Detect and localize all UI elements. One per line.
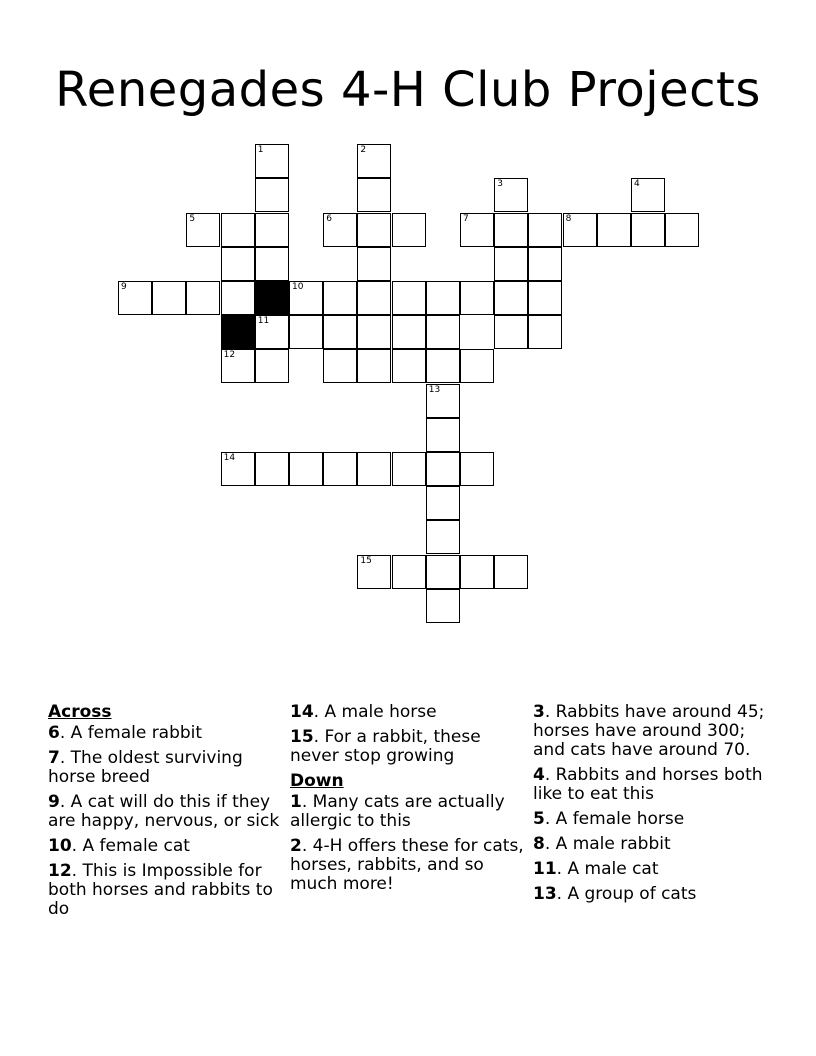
grid-cell[interactable] [323,213,357,247]
grid-cell[interactable] [563,213,597,247]
grid-cell[interactable] [152,281,186,315]
grid-cell[interactable] [460,452,494,486]
grid-cell[interactable] [426,555,460,589]
grid-cell[interactable] [357,247,391,281]
grid-cell[interactable] [323,452,357,486]
grid-cell[interactable] [323,315,357,349]
grid-cell[interactable] [357,178,391,212]
grid-cell[interactable] [426,349,460,383]
page-title: Renegades 4-H Club Projects [55,62,761,119]
across-clue-7: 7. The oldest surviving horse breed [48,748,243,787]
grid-cell[interactable] [357,452,391,486]
across-heading: Across [48,702,112,722]
grid-cell[interactable] [426,384,460,418]
grid-cell[interactable] [460,349,494,383]
clue-number-2: 2 [360,145,367,156]
black-square [255,281,289,315]
clue-column-2 [290,703,526,900]
clue-number-14: 14 [223,453,236,463]
grid-cell[interactable] [494,178,528,212]
grid-cell[interactable] [221,247,255,281]
grid-cell[interactable] [221,213,255,247]
clue-number-8: 8 [565,213,572,224]
grid-cell[interactable] [289,315,323,349]
down-clue-2: 2. 4-H offers these for cats, horses, rabbits, and so much more! [290,836,524,894]
down-clue-13: 13. A group of cats [533,884,697,904]
grid-cell[interactable] [528,213,562,247]
clue-number-11: 11 [257,316,270,327]
clue-number-15: 15 [360,555,372,566]
across-clue-12: 12. This is Impossible for both horses and rabbits to do [48,861,273,919]
across-clue-6: 6. A female rabbit [48,723,203,743]
grid-cell[interactable] [255,349,289,383]
grid-cell[interactable] [494,281,528,315]
clue-number-3: 3 [497,179,503,190]
grid-cell[interactable] [528,315,562,349]
grid-cell[interactable] [597,213,631,247]
grid-cell[interactable] [494,315,528,349]
grid-cell[interactable] [255,452,289,486]
grid-cell[interactable] [426,589,460,623]
grid-cell[interactable] [528,281,562,315]
across-clue-9: 9. A cat will do this if they are happy, nervous, or sick [48,792,280,831]
grid-cell[interactable] [289,281,323,315]
grid-cell[interactable] [631,213,665,247]
down-clue-4: 4. Rabbits and horses both like to eat this [533,765,763,804]
down-clue-8: 8. A male rabbit [533,834,671,854]
grid-cell[interactable] [392,349,426,383]
grid-cell[interactable] [392,315,426,349]
clue-number-13: 13 [428,384,441,395]
clue-number-7: 7 [463,213,469,224]
grid-cell[interactable] [426,486,460,520]
grid-cell[interactable] [426,315,460,349]
grid-cell[interactable] [426,418,460,452]
black-square [221,315,255,349]
grid-cell[interactable] [357,144,391,178]
clue-number-12: 12 [223,350,236,361]
grid-cell[interactable] [357,281,391,315]
clue-number-6: 6 [326,213,332,224]
grid-cell[interactable] [255,247,289,281]
grid-cell[interactable] [665,213,699,247]
clue-column-1 [48,703,280,925]
clue-column-3 [533,703,773,910]
clue-number-1: 1 [257,145,264,156]
grid-cell[interactable] [631,178,665,212]
grid-cell[interactable] [392,281,426,315]
grid-cell[interactable] [221,452,255,486]
grid-cell[interactable] [426,452,460,486]
grid-cell[interactable] [494,213,528,247]
down-clue-3: 3. Rabbits have around 45; horses have around 300; and cats have around 70. [533,702,765,760]
grid-cell[interactable] [392,555,426,589]
across-clue-14: 14. A male horse [290,702,437,722]
grid-cell[interactable] [426,520,460,554]
grid-cell[interactable] [323,349,357,383]
across-clue-15: 15. For a rabbit, these never stop growing [290,727,481,766]
grid-cell[interactable] [323,281,357,315]
grid-cell[interactable] [460,281,494,315]
grid-cell[interactable] [357,213,391,247]
down-clue-11: 11. A male cat [533,859,659,879]
clue-number-9: 9 [121,282,127,292]
grid-cell[interactable] [392,452,426,486]
grid-cell[interactable] [186,281,220,315]
grid-cell[interactable] [357,555,391,589]
grid-cell[interactable] [186,213,220,247]
grid-cell[interactable] [357,349,391,383]
grid-cell[interactable] [255,144,289,178]
grid-cell[interactable] [426,281,460,315]
down-heading: Down [290,771,344,791]
grid-cell[interactable] [460,213,494,247]
grid-cell[interactable] [460,555,494,589]
grid-cell[interactable] [255,178,289,212]
grid-cell[interactable] [255,315,289,349]
grid-cell[interactable] [494,247,528,281]
clue-number-4: 4 [634,179,640,190]
down-clue-1: 1. Many cats are actually allergic to this [290,792,505,831]
clue-number-10: 10 [292,282,304,292]
grid-cell[interactable] [118,281,152,315]
across-clue-10: 10. A female cat [48,836,190,856]
clue-number-5: 5 [189,213,196,224]
grid-cell[interactable] [494,555,528,589]
grid-cell[interactable] [221,281,255,315]
grid-cell[interactable] [221,349,255,383]
down-clue-5: 5. A female horse [533,809,685,829]
grid-cell[interactable] [255,213,289,247]
grid-cell[interactable] [392,213,426,247]
grid-cell[interactable] [528,247,562,281]
grid-cell[interactable] [357,315,391,349]
grid-cell[interactable] [289,452,323,486]
